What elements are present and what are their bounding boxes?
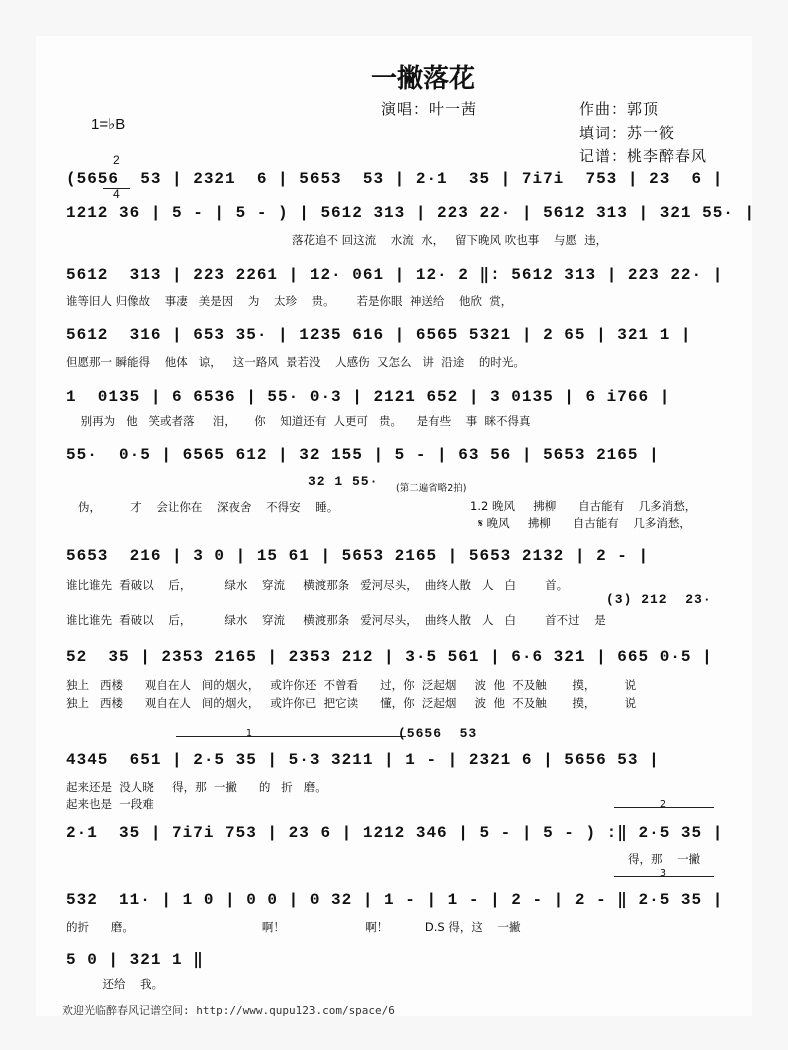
footer-credit: 欢迎光临醉春风记谱空间: http://www.qupu123.com/space/6	[62, 1004, 395, 1017]
lyrics-row-8-alt: 独上 西楼 观自在人 间的烟火， 或许你已 把它读 懂，你 泛起烟 波 他 不及触 摸， 说	[66, 696, 637, 710]
volta-2-label: 2	[660, 799, 667, 810]
song-title: 一撇落花	[371, 64, 476, 94]
key-label: 1=♭B	[91, 116, 126, 133]
transcriber-credit: 记谱：桃李醉春风	[579, 147, 708, 165]
lyrics-row-8: 独上 西楼 观自在人 间的烟火， 或许你还 不曾看 过，你 泛起烟 波 他 不及触 摸， 说	[66, 678, 637, 692]
notation-row-9: 4345 651 | 2·5 35 | 5·3 3211 | 1 - | 2321 6 | 5656 53 |	[66, 751, 660, 769]
notation-row-7: 5653 216 | 3 0 | 15 61 | 5653 2165 | 5653 2132 | 2 - |	[66, 547, 650, 565]
lyrics-row-4: 但愿那一 瞬能得 他体 谅， 这一路风 景若没 人感伤 又怎么 讲 沿途 的时光。	[66, 355, 525, 369]
lyrics-row-9: 起来还是 没人晓 得，那 一撇 的 折 磨。	[66, 780, 327, 794]
notation-row-4: 5612 316 | 653 35· | 1235 616 | 6565 5321 | 2 65 | 321 1 |	[66, 326, 692, 344]
composer-credit: 作曲：郭顶	[579, 100, 660, 118]
notation-row-8: 52 35 | 2353 2165 | 2353 212 | 3·5 561 | 6·6 321 | 665 0·5 |	[66, 648, 713, 666]
notation-row-10: 2·1 35 | 7i7i 753 | 23 6 | 1212 346 | 5 - | 5 - ) :‖ 2·5 35 |	[66, 824, 724, 842]
lyricist-credit: 填词：苏一筱	[579, 124, 676, 142]
notation-row-1: (5656 53 | 2321 6 | 5653 53 | 2·1 35 | 7i7i 753 | 23 6 |	[66, 170, 724, 188]
time-bottom: 4	[103, 188, 130, 200]
notation-row-3: 5612 313 | 223 2261 | 12· 061 | 12· 2 ‖: 5612 313 | 223 22· |	[66, 266, 724, 284]
singer-credit: 演唱：叶一茜	[381, 100, 478, 118]
lyrics-row-2: 落花追不 回这流 水流 水， 留下晚风 吹也事 与愿 违，	[292, 233, 608, 247]
notation-row-11: 532 11· | 1 0 | 0 0 | 0 32 | 1 - | 1 - | 2 - | 2 - ‖ 2·5 35 |	[66, 891, 724, 909]
notation-row-5: 1 0135 | 6 6536 | 55· 0·3 | 2121 652 | 3 0135 | 6 i766 |	[66, 388, 671, 406]
notation-row-2: 1212 36 | 5 - | 5 - ) | 5612 313 | 223 22· | 5612 313 | 321 55· |	[66, 204, 756, 222]
lyrics-row-6: 伪， 才 会让你在 深夜舍 不得安 睡。	[78, 500, 339, 514]
lyrics-row-11: 的折 磨。 啊！ 啊！ D.S 得，这 一撇	[66, 920, 521, 934]
lyrics-row-12: 还给 我。	[66, 977, 164, 991]
volta-1-label: 1	[246, 728, 253, 739]
time-top: 2	[113, 153, 120, 167]
score-sheet	[36, 36, 756, 1017]
lyrics-row-9-alt: 起来也是 一段难	[66, 797, 154, 811]
alt-ending-note: (第二遍省略2拍)	[396, 483, 467, 494]
volta-3-label: 3	[660, 868, 667, 879]
notation-row-12: 5 0 | 321 1 ‖	[66, 951, 204, 969]
lyrics-row-7-alt: 谁比谁先 看破以 后， 绿水 穿流 横渡那条 爱河尽头， 曲终人散 人 白 首不过 是	[66, 613, 606, 627]
lyrics-row-10: 得，那 一撇	[628, 852, 701, 866]
notation-row-6: 55· 0·5 | 6565 612 | 32 155 | 5 - | 63 56 | 5653 2165 |	[66, 446, 660, 464]
notation-row-7-alt: (3) 212 23·	[606, 592, 712, 607]
notation-row-9-intro: (5656 53	[398, 726, 478, 741]
alt-ending-notes: 32 1 55·	[308, 474, 379, 489]
lyrics-row-6-verse-1: 1.2 晚风 拂柳 自古能有 几多消愁，	[470, 499, 697, 513]
lyrics-row-5: 别再为 他 笑或者落 泪， 你 知道还有 人更可 贵。 是有些 事 眯不得真	[66, 414, 531, 428]
lyrics-row-6-segno: 𝄋 晚风 拂柳 自古能有 几多消愁，	[478, 516, 691, 530]
lyrics-row-3: 谁等旧人 归像故 事凄 美是因 为 太珍 贵。 若是你眼 神送给 他欣 赏，	[66, 294, 513, 308]
volta-1-bracket	[176, 736, 406, 737]
lyrics-row-7: 谁比谁先 看破以 后， 绿水 穿流 横渡那条 爱河尽头， 曲终人散 人 白 首。	[66, 578, 569, 592]
